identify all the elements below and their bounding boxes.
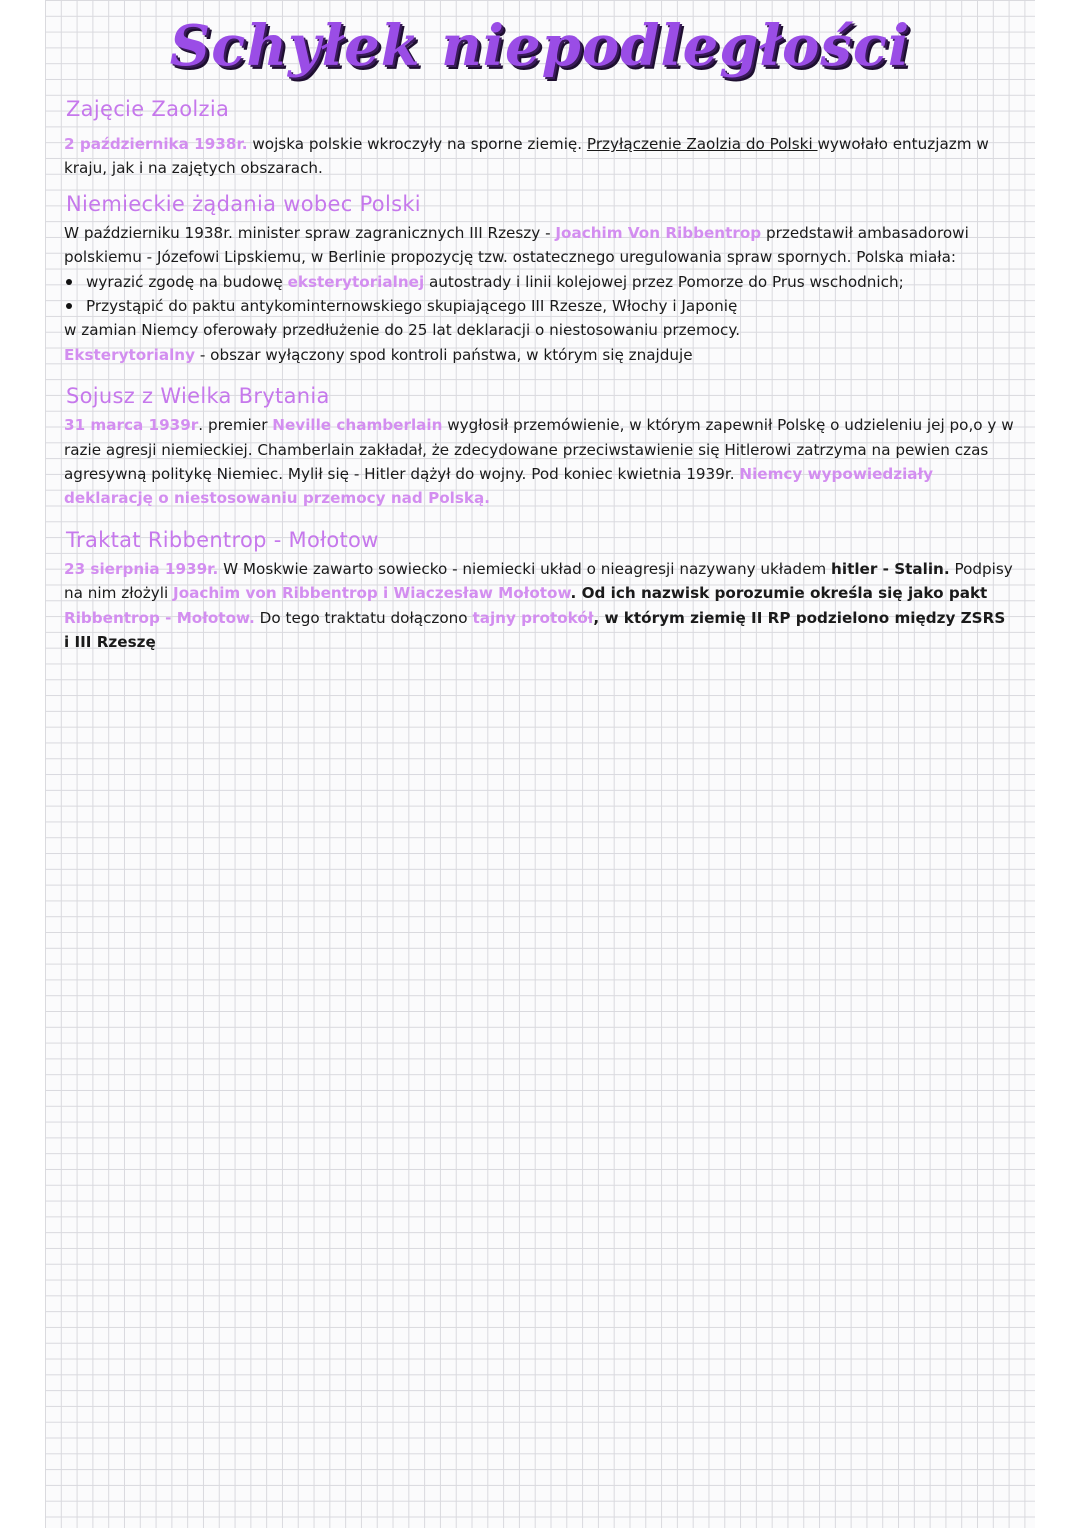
paragraph (64, 413, 1014, 511)
text-run: przedstawił ambasadorowi polskiemu - Józefowi Lipskiemu, w Berlinie propozycję tzw. ostatecznego uregulowania spraw spornych. Polska miała: (64, 223, 969, 267)
paragraph (64, 221, 1014, 270)
text-run: . Od ich nazwisk porozumie określa się jako (570, 584, 949, 603)
section-heading: Zajęcie Zaolzia (66, 97, 230, 121)
highlighted-name: Joachim Von Ribbentrop (555, 223, 762, 242)
text-run: Podpisy na nim złożyli (64, 559, 1013, 603)
list-item: Przystąpić do paktu antykominternowskiego skupiającego III Rzesze, Włochy i Japonię (64, 294, 1014, 318)
bold-text: hitler - Stalin. (831, 559, 950, 578)
notes-content (64, 92, 1014, 655)
section-uk-alliance (64, 379, 1014, 511)
paragraph (64, 557, 1014, 655)
text-run: W Moskwie zawarto sowiecko - niemiecki układ o nieagresji nazywany układem (218, 559, 832, 578)
text-run: wojska polskie wkroczyły na sporne ziemię. (247, 135, 587, 153)
highlighted-date: 31 marca 1939r (64, 416, 199, 435)
text-run: Do tego traktatu dołączono (254, 608, 473, 627)
bold-text: pakt (948, 584, 988, 603)
highlighted-term: eksterytorialnej (287, 272, 425, 291)
definition-term: Eksterytorialny (64, 345, 196, 364)
highlighted-protocol: tajny protokół (472, 608, 594, 627)
highlighted-date: 23 sierpnia 1939r. (64, 559, 219, 578)
text-run: autostrady i linii kolejowej przez Pomorze do Prus wschodnich; (424, 272, 904, 291)
section-heading: Niemieckie żądania wobec Polski (66, 191, 421, 216)
text-run: - obszar wyłączony spod kontroli państwa, w którym się znajduje (195, 345, 693, 364)
text-run: , w którym ziemię II RP podzielono między ZSRS i III Rzeszę (64, 608, 1006, 652)
text-run: W październiku 1938r. minister spraw zagranicznych III Rzeszy - (64, 223, 556, 242)
paragraph: w zamian Niemcy oferowały przedłużenie do 25 lat deklaracji o niestosowaniu przemocy. (64, 321, 741, 340)
underlined-text: Przyłączenie Zaolzia do Polski (586, 135, 818, 153)
highlighted-name: Neville chamberlain (272, 416, 443, 435)
text-run: wywołało entuzjazm w kraju, jak i na zajętych obszarach. (64, 135, 989, 178)
section-heading: Traktat Ribbentrop - Mołotow (66, 527, 379, 552)
definition (64, 343, 1014, 367)
section-german-demands (64, 187, 1014, 367)
paragraph (64, 132, 1014, 181)
section-zaolzie (64, 92, 1014, 181)
list-item (64, 270, 1014, 294)
section-ribbentrop-molotov (64, 523, 1014, 655)
highlighted-pact: Ribbentrop - Mołotow. (64, 608, 255, 627)
text-run: wygłosił przemówienie, w którym zapewnił Polskę o udzieleniu jej po,o y w razie agresji niemieckiej. Chamberlain zakładał, że zdecydowane przeciwstawienie się Hitlerowi zatrzyma na pewien czas agresywną politykę Niemiec. Mylił się - Hitler dążył do wojny. Pod koniec kwietnia 1939r. (64, 416, 1014, 484)
highlighted-names: Joachim von Ribbentrop i Wiaczesław Mołotow (173, 584, 571, 603)
text-run: wyrazić zgodę na budowę (86, 272, 288, 291)
highlighted-date: 2 października 1938r. (64, 135, 248, 153)
page-title: Schyłek niepodległości (169, 13, 911, 79)
demands-list (64, 270, 1014, 319)
text-run: . premier (198, 416, 273, 435)
highlighted-text: Niemcy wypowiedziały deklarację o niestosowaniu przemocy nad Polską. (64, 465, 934, 508)
section-heading: Sojusz z Wielka Brytania (66, 384, 330, 409)
